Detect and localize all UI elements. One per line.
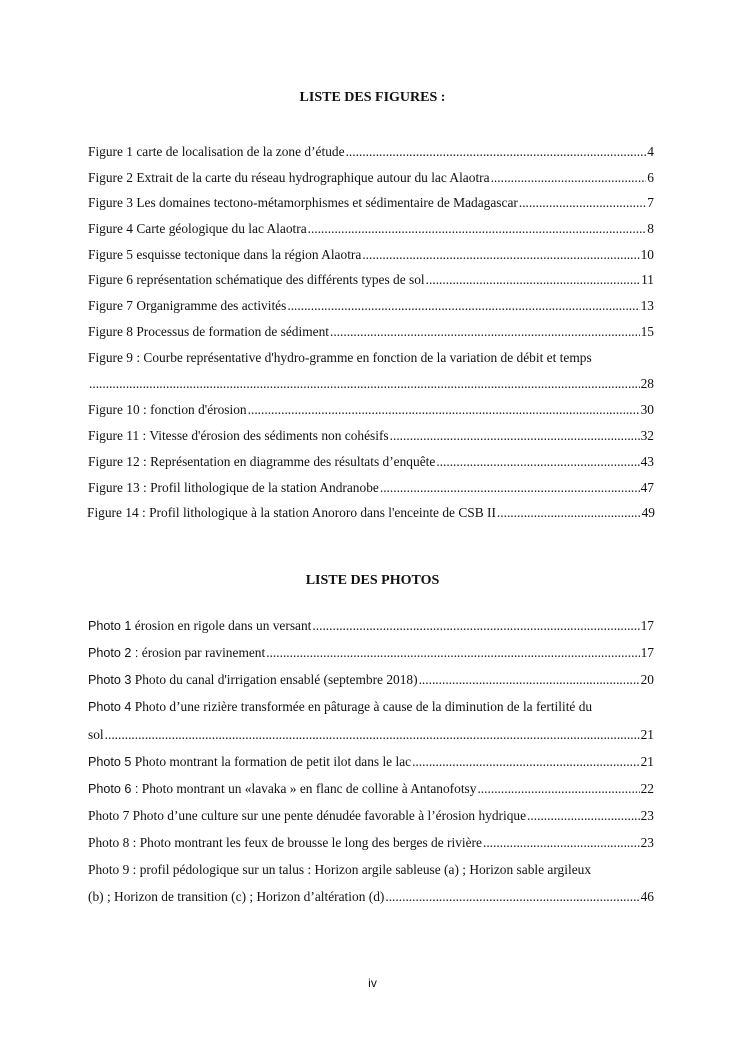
figure-entry: Figure 12 : Représentation en diagramme des résultats d’enquête ..... 43 (88, 454, 654, 472)
figure-entry: Figure 9 : Courbe représentative d'hydro-gramme en fonction de la variation de débit et temps (88, 350, 592, 365)
figure-entry: Figure 8 Processus de formation de sédiment ..... 15 (88, 324, 654, 342)
figure-entry: Figure 1 carte de localisation de la zone d’étude ..... 4 (88, 144, 654, 162)
figure-entry: Figure 13 : Profil lithologique de la station Andranobe ..... 47 (88, 480, 654, 498)
figure-entry: Figure 7 Organigramme des activités ..... 13 (88, 298, 654, 316)
figure-entry: Figure 3 Les domaines tectono-métamorphismes et sédimentaire de Madagascar ..... 7 (88, 195, 654, 213)
photo-entry: Photo 8 : Photo montrant les feux de brousse le long des berges de rivière ..... 23 (88, 835, 654, 853)
photo-entry: Photo 9 : profil pédologique sur un talus : Horizon argile sableuse (a) ; Horizon sable argileux (88, 862, 592, 877)
figure-entry: Figure 4 Carte géologique du lac Alaotra ..... 8 (88, 221, 654, 239)
figure-entry: Figure 5 esquisse tectonique dans la région Alaotra ..... 10 (88, 247, 654, 265)
figure-entry: Figure 6 représentation schématique des différents types de sol ..... 11 (88, 272, 654, 290)
photo-entry: Photo 2 : érosion par ravinement ..... 17 (88, 645, 654, 663)
photos-heading: LISTE DES PHOTOS (305, 573, 440, 588)
photo-entry: Photo 7 Photo d’une culture sur une pente dénudée favorable à l’érosion hydrique ..... 23 (88, 808, 654, 826)
figure-entry: Figure 14 : Profil lithologique à la station Anororo dans l'enceinte de CSB II ..... 49 (87, 505, 655, 523)
figure-entry-continuation: ..... 28 (88, 376, 654, 394)
photo-entry: Photo 3 Photo du canal d'irrigation ensablé (septembre 2018) ..... 20 (88, 672, 654, 690)
photo-entry-continuation: sol ..... 21 (88, 727, 654, 745)
figure-entry: Figure 10 : fonction d'érosion ..... 30 (88, 402, 654, 420)
figures-heading: LISTE DES FIGURES : (299, 90, 446, 105)
photo-entry: Photo 5 Photo montrant la formation de petit ilot dans le lac ..... 21 (88, 754, 654, 772)
figure-entry: Figure 2 Extrait de la carte du réseau hydrographique autour du lac Alaotra ..... 6 (88, 170, 654, 188)
page-number: iv (368, 976, 377, 990)
photo-entry: Photo 1 érosion en rigole dans un versant ..... 17 (88, 618, 654, 636)
photo-entry-continuation: (b) ; Horizon de transition (c) ; Horizon d’altération (d) ..... 46 (88, 889, 654, 907)
figure-entry: Figure 11 : Vitesse d'érosion des sédiments non cohésifs ..... 32 (88, 428, 654, 446)
photo-entry: Photo 4 Photo d’une rizière transformée en pâturage à cause de la diminution de la fertilité du (88, 699, 593, 714)
photo-entry: Photo 6 : Photo montrant un «lavaka » en flanc de colline à Antanofotsy ..... 22 (88, 781, 654, 799)
